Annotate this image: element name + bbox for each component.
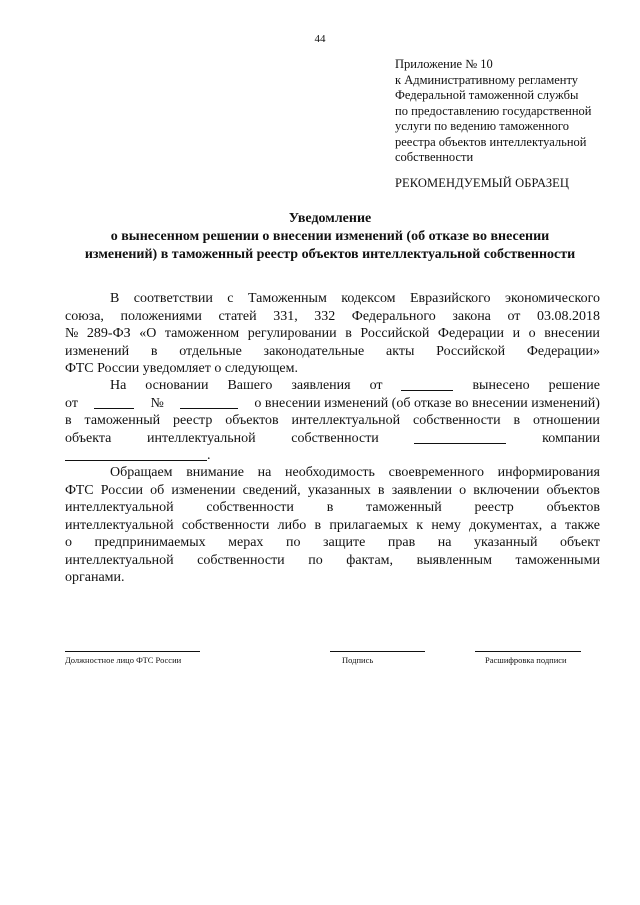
title-line: изменений) в таможенный реестр объектов интеллектуальной собственности xyxy=(84,247,576,262)
word: от xyxy=(369,378,383,393)
word: мерах xyxy=(228,535,264,550)
word: включении xyxy=(473,482,540,498)
word: отношении xyxy=(533,413,600,428)
word: положениями xyxy=(120,308,202,324)
signature-decoding-label: Расшифровка подписи xyxy=(485,655,567,665)
word: в xyxy=(314,517,322,533)
word: объект xyxy=(559,535,600,550)
signature-label: Подпись xyxy=(342,655,374,665)
application-date-blank[interactable] xyxy=(401,377,453,391)
word: нему xyxy=(431,517,461,533)
word: Российской xyxy=(436,343,506,359)
word: интеллектуальной xyxy=(291,413,401,428)
word: защите xyxy=(323,535,366,550)
paragraph-legal-basis xyxy=(65,290,600,378)
word: собственности xyxy=(197,552,285,568)
appendix-line: к Административному регламенту xyxy=(395,72,579,87)
word: объекта xyxy=(65,430,112,446)
title-line: Уведомление xyxy=(288,211,372,226)
word: ФТС xyxy=(65,482,94,498)
appendix-line: собственности xyxy=(395,150,474,164)
word: документах, xyxy=(469,517,543,533)
word: с xyxy=(227,291,234,306)
word: реестр xyxy=(173,413,213,428)
text-fragment: . xyxy=(207,448,211,463)
appendix-line: реестра объектов интеллектуальной xyxy=(395,134,587,149)
word: интеллектуальной xyxy=(147,430,256,446)
word: заявлении xyxy=(391,482,452,498)
word: решение xyxy=(548,378,600,393)
word: объектов xyxy=(546,500,600,515)
word: своевременного xyxy=(388,465,484,480)
word: также xyxy=(564,517,600,533)
text-fragment: органами. xyxy=(65,570,125,585)
word: фактам, xyxy=(346,552,394,568)
text-line xyxy=(65,325,600,343)
word: выявленным xyxy=(416,552,492,568)
word: указанный xyxy=(474,535,538,550)
word: компании xyxy=(542,430,600,446)
word: на xyxy=(437,535,452,550)
text-line xyxy=(65,360,600,378)
word: изменении xyxy=(171,482,236,498)
word: Вашего xyxy=(227,378,273,393)
word: собственности xyxy=(413,413,501,428)
sample-mark: РЕКОМЕНДУЕМЫЙ ОБРАЗЕЦ xyxy=(395,176,570,190)
paragraph-decision xyxy=(65,377,600,465)
word: на xyxy=(257,465,272,480)
appendix-line: Приложение № 10 xyxy=(395,57,493,71)
word: о xyxy=(528,326,536,341)
word: по xyxy=(308,552,323,568)
word: указанных xyxy=(307,482,371,498)
word: реестр xyxy=(474,500,514,515)
word: либо xyxy=(277,517,307,533)
word: 03.08.2018 xyxy=(536,308,600,324)
word: сведений, xyxy=(242,482,301,498)
word: в xyxy=(326,500,334,515)
word: Российской xyxy=(360,326,430,341)
word: Федерации xyxy=(437,326,505,341)
text-line xyxy=(65,430,600,448)
word: Федерации» xyxy=(526,343,600,359)
company-name-blank[interactable] xyxy=(65,447,207,461)
word: вынесено xyxy=(472,378,530,393)
word: 289-ФЗ xyxy=(86,326,131,341)
word: необходимость xyxy=(285,465,375,480)
word: от xyxy=(507,308,521,324)
text-line xyxy=(65,395,600,413)
signature-line[interactable] xyxy=(330,651,425,652)
text-line xyxy=(65,377,600,395)
text-line xyxy=(65,447,600,465)
paragraph-notice xyxy=(65,464,600,587)
word: отдельные xyxy=(179,343,242,359)
word: 331, xyxy=(273,308,298,324)
word: изменений xyxy=(65,343,130,359)
text-line xyxy=(65,308,600,326)
appendix-line: услуги по ведению таможенного xyxy=(395,119,569,133)
word: в xyxy=(513,413,521,428)
text-line xyxy=(65,499,600,517)
word: союза, xyxy=(65,308,104,324)
word: таможенными xyxy=(515,552,600,568)
ip-object-blank[interactable] xyxy=(414,430,506,444)
word: интеллектуальной xyxy=(65,552,174,568)
word: заявления xyxy=(291,378,351,393)
word: регулировании xyxy=(247,326,337,341)
word: в xyxy=(65,413,72,428)
word: Федерального xyxy=(351,308,436,324)
word: предпринимаемых xyxy=(94,535,206,550)
word: «О xyxy=(139,326,157,341)
text-line xyxy=(65,482,600,500)
text-fragment: ФТС России уведомляет о следующем. xyxy=(65,361,298,376)
word: В xyxy=(110,291,120,306)
word: и xyxy=(512,326,521,341)
word: от xyxy=(65,395,78,411)
word: экономического xyxy=(504,291,600,306)
word: собственности xyxy=(206,500,294,515)
text-line xyxy=(65,534,600,552)
word: № xyxy=(150,395,164,411)
word: собственности xyxy=(291,430,379,446)
word: об xyxy=(150,482,165,498)
word: прилагаемых xyxy=(329,517,408,533)
word: акты xyxy=(386,343,415,359)
official-label: Должностное лицо ФТС России xyxy=(65,655,182,665)
decision-date-blank[interactable] xyxy=(94,395,134,409)
word: внимание xyxy=(186,465,244,480)
document-title xyxy=(60,210,600,264)
text-line xyxy=(65,412,600,430)
word: объектов xyxy=(225,413,279,428)
word: таможенный xyxy=(84,413,161,428)
word: а xyxy=(550,517,557,533)
text-line xyxy=(65,343,600,361)
word: таможенный xyxy=(366,500,442,515)
word: прав xyxy=(387,535,416,550)
appendix-line: Федеральной таможенной службы xyxy=(395,88,579,102)
text-line xyxy=(65,464,600,482)
word: в xyxy=(345,326,352,341)
word: таможенном xyxy=(164,326,240,341)
text-line xyxy=(65,290,600,308)
word: Евразийского xyxy=(409,291,491,306)
word: 332 xyxy=(314,308,336,324)
word: № xyxy=(65,326,79,341)
title-line: о вынесенном решении о внесении изменений (об отказе во внесении xyxy=(110,229,550,244)
word: о xyxy=(459,482,467,498)
page-number: 44 xyxy=(314,33,326,45)
word: закона xyxy=(452,308,491,324)
word: о xyxy=(65,535,72,550)
signature-decoding-line[interactable] xyxy=(475,651,581,652)
word: в xyxy=(377,482,385,498)
word: России xyxy=(100,482,143,498)
text-line xyxy=(65,552,600,570)
word: объектов xyxy=(546,482,600,498)
official-signature-line[interactable] xyxy=(65,651,200,652)
text-line xyxy=(65,517,600,535)
word: в xyxy=(150,343,158,359)
word: Таможенным xyxy=(247,291,327,306)
appendix-line: по предоставлению государственной xyxy=(395,103,592,118)
word: внесении xyxy=(544,326,600,341)
decision-number-blank[interactable] xyxy=(180,395,238,409)
appendix-block xyxy=(395,57,635,166)
word: информирования xyxy=(497,465,600,480)
text-line xyxy=(65,569,600,587)
word: кодексом xyxy=(341,291,396,306)
word: основании xyxy=(145,378,209,393)
text-fragment: о внесении изменений (об отказе во внесении изменений) xyxy=(254,395,600,411)
word: статей xyxy=(218,308,257,324)
word: интеллектуальной xyxy=(65,500,174,515)
word: интеллектуальной xyxy=(65,517,174,533)
word: соответствии xyxy=(133,291,213,306)
word: собственности xyxy=(181,517,270,533)
word: Обращаем xyxy=(110,465,173,480)
word: На xyxy=(110,378,127,393)
word: к xyxy=(416,517,424,533)
word: законодательные xyxy=(263,343,365,359)
word: по xyxy=(285,535,301,550)
